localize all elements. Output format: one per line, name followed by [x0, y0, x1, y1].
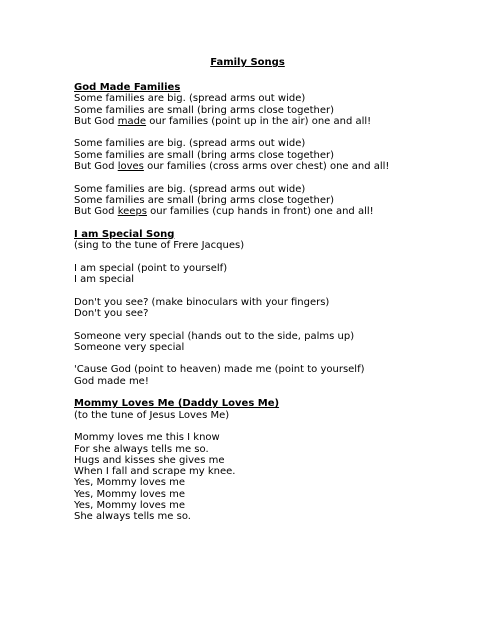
lyric-text: But God	[74, 206, 118, 218]
lyric-line: I am special	[74, 274, 135, 286]
song-heading: I am Special Song	[74, 228, 175, 240]
lyric-text: But God	[74, 115, 118, 127]
song-stanza	[74, 93, 474, 127]
lyric-line: Some families are small (bring arms close together)	[74, 104, 335, 116]
lyric-line: She always tells me so.	[74, 511, 191, 523]
document-body	[74, 82, 474, 534]
lyric-line: Some families are big. (spread arms out wide)	[74, 183, 306, 195]
underlined-verb: made	[117, 115, 147, 127]
song-stanza	[74, 184, 474, 218]
lyric-line: Some families are big. (spread arms out wide)	[74, 93, 306, 105]
song-stanza	[74, 432, 474, 522]
song-stanza	[74, 331, 474, 354]
underlined-verb: loves	[117, 161, 144, 173]
lyric-line: Someone very special (hands out to the side, palms up)	[74, 330, 355, 342]
song-subtitle: (to the tune of Jesus Loves Me)	[74, 409, 230, 421]
lyric-line: When I fall and scrape my knee.	[74, 466, 236, 478]
lyric-line: Some families are small (bring arms close together)	[74, 194, 335, 206]
underlined-verb: keeps	[117, 206, 147, 218]
lyric-text: our families (point up in the air) one and all!	[146, 115, 372, 127]
lyric-line	[74, 161, 474, 172]
lyric-line: I am special (point to yourself)	[74, 262, 228, 274]
song-stanza	[74, 297, 474, 320]
song-heading: God Made Families	[74, 82, 181, 93]
lyric-line: Some families are small (bring arms close together)	[74, 149, 335, 161]
song-stanza	[74, 263, 474, 286]
song-i-am-special	[74, 229, 474, 387]
lyric-line	[74, 206, 474, 217]
lyric-line: Hugs and kisses she gives me	[74, 454, 225, 466]
lyric-text: our families (cross arms over chest) one and all!	[143, 161, 390, 173]
lyric-text: But God	[74, 161, 118, 173]
lyric-line: Someone very special	[74, 341, 185, 353]
song-heading: Mommy Loves Me (Daddy Loves Me)	[74, 398, 280, 410]
lyric-line: 'Cause God (point to heaven) made me (point to yourself)	[74, 364, 365, 376]
song-god-made-families	[74, 82, 474, 218]
lyric-line	[74, 116, 474, 127]
lyric-line: Yes, Mommy loves me	[74, 488, 186, 500]
song-subtitle: (sing to the tune of Frere Jacques)	[74, 240, 245, 252]
lyric-line: Don't you see? (make binoculars with your fingers)	[74, 296, 330, 308]
lyric-line: Don't you see?	[74, 307, 149, 319]
lyric-line: Some families are big. (spread arms out wide)	[74, 138, 306, 150]
lyric-line: Mommy loves me this I know	[74, 432, 220, 444]
song-mommy-loves-me	[74, 398, 474, 522]
lyric-text: our families (cup hands in front) one and all!	[147, 206, 374, 218]
lyric-line: God made me!	[74, 375, 149, 387]
song-intro	[74, 229, 474, 252]
song-intro	[74, 398, 474, 421]
lyric-line: Yes, Mommy loves me	[74, 499, 186, 511]
lyric-line: Yes, Mommy loves me	[74, 477, 186, 489]
song-stanza	[74, 364, 474, 387]
lyric-line: For she always tells me so.	[74, 443, 209, 455]
document-title: Family Songs	[210, 57, 285, 68]
song-stanza	[74, 138, 474, 172]
